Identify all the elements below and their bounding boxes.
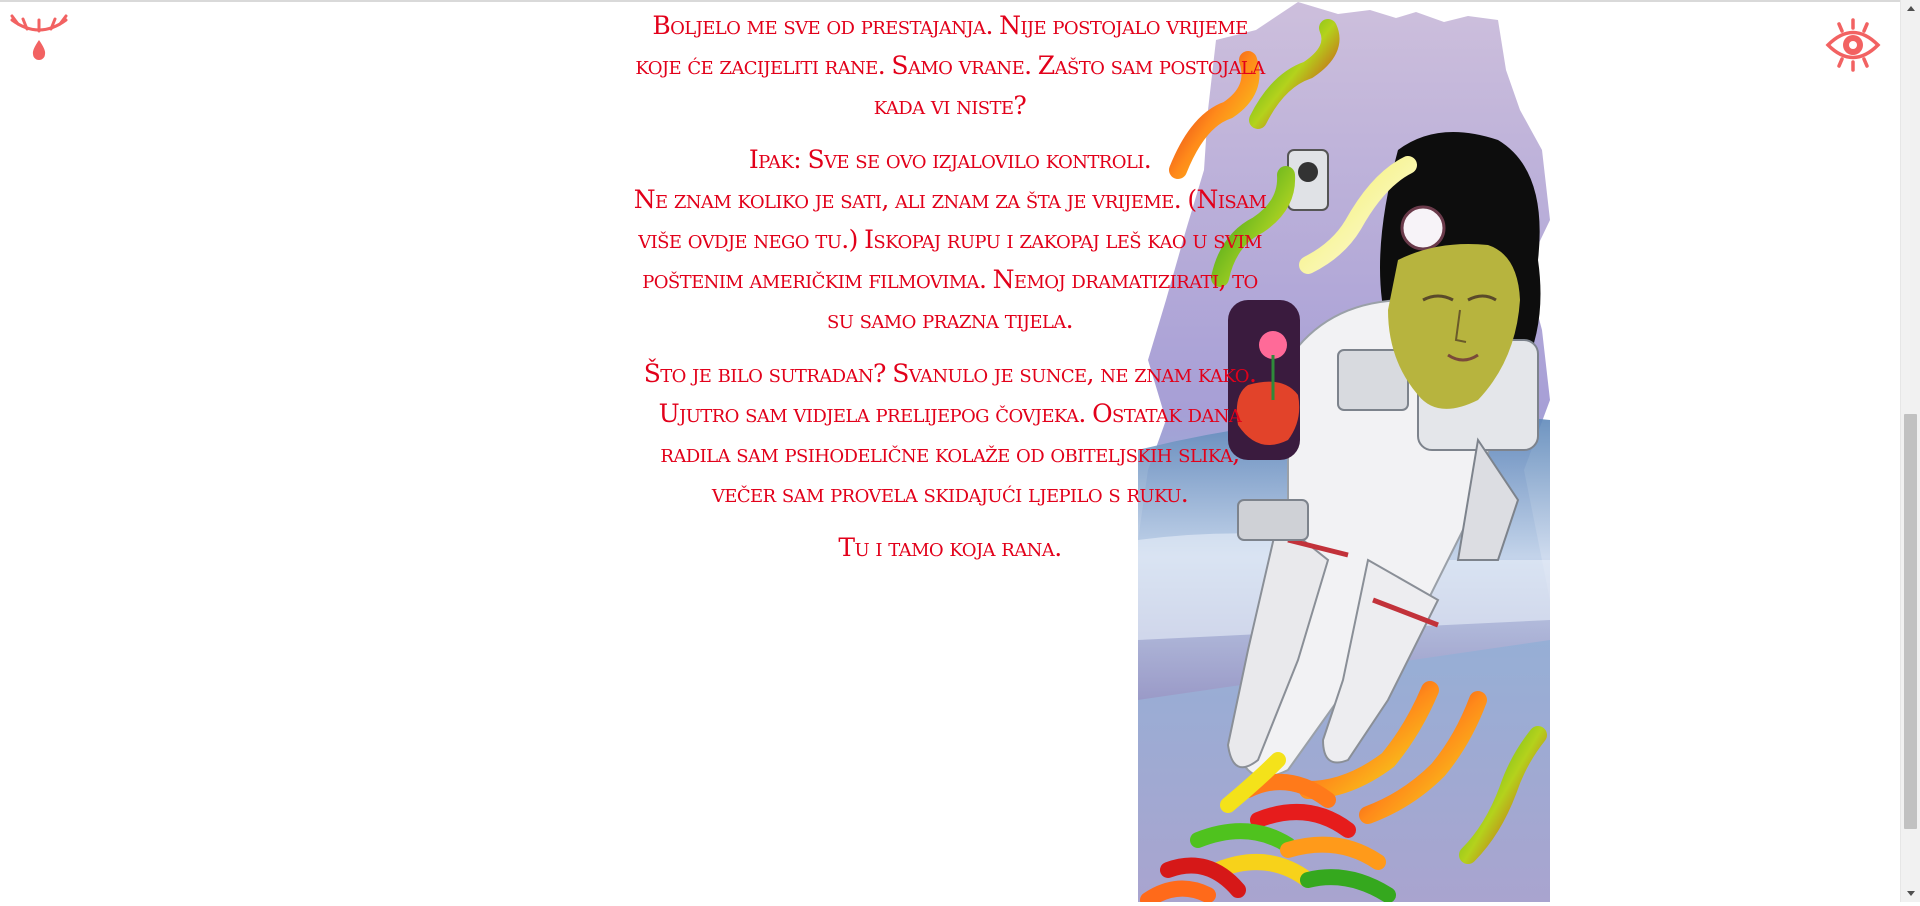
vertical-scrollbar[interactable] — [1900, 0, 1920, 902]
scrollbar-thumb[interactable] — [1904, 414, 1917, 829]
paragraph-4: Što je bilo sutradan? Svanulo je sunce, ne znam kako. Ujutro sam vidjela prelijepog čovjeka. Ostatak dana radila sam psihodelične kolaže od obiteljskih slika, večer sam provela skidajući ljepilo s ruku. — [643, 359, 1257, 508]
paragraph-1: Boljelo me sve od prestajanja. Nije postojalo vrijeme koje će zacijeliti rane. Samo vrane. Zašto sam postojala kada vi niste? — [635, 11, 1265, 120]
story-text — [630, 6, 1270, 568]
paragraph-5: Tu i tamo koja rana. — [838, 533, 1062, 562]
paragraph-2: Ipak: Sve se ovo izjalovilo kontroli. — [748, 145, 1152, 174]
closed-eye-with-tear-icon[interactable] — [8, 6, 70, 62]
open-eye-icon[interactable] — [1824, 16, 1882, 74]
paragraph-3: Ne znam koliko je sati, ali znam za šta je vrijeme. (Nisam više ovdje nego tu.) Iskopaj rupu i zakopaj leš kao u svim poštenim američkim filmovima. Nemoj dramatizirati, to su samo prazna tijela. — [633, 185, 1267, 334]
scroll-up-icon[interactable] — [1907, 6, 1915, 11]
scroll-down-icon[interactable] — [1907, 891, 1915, 896]
